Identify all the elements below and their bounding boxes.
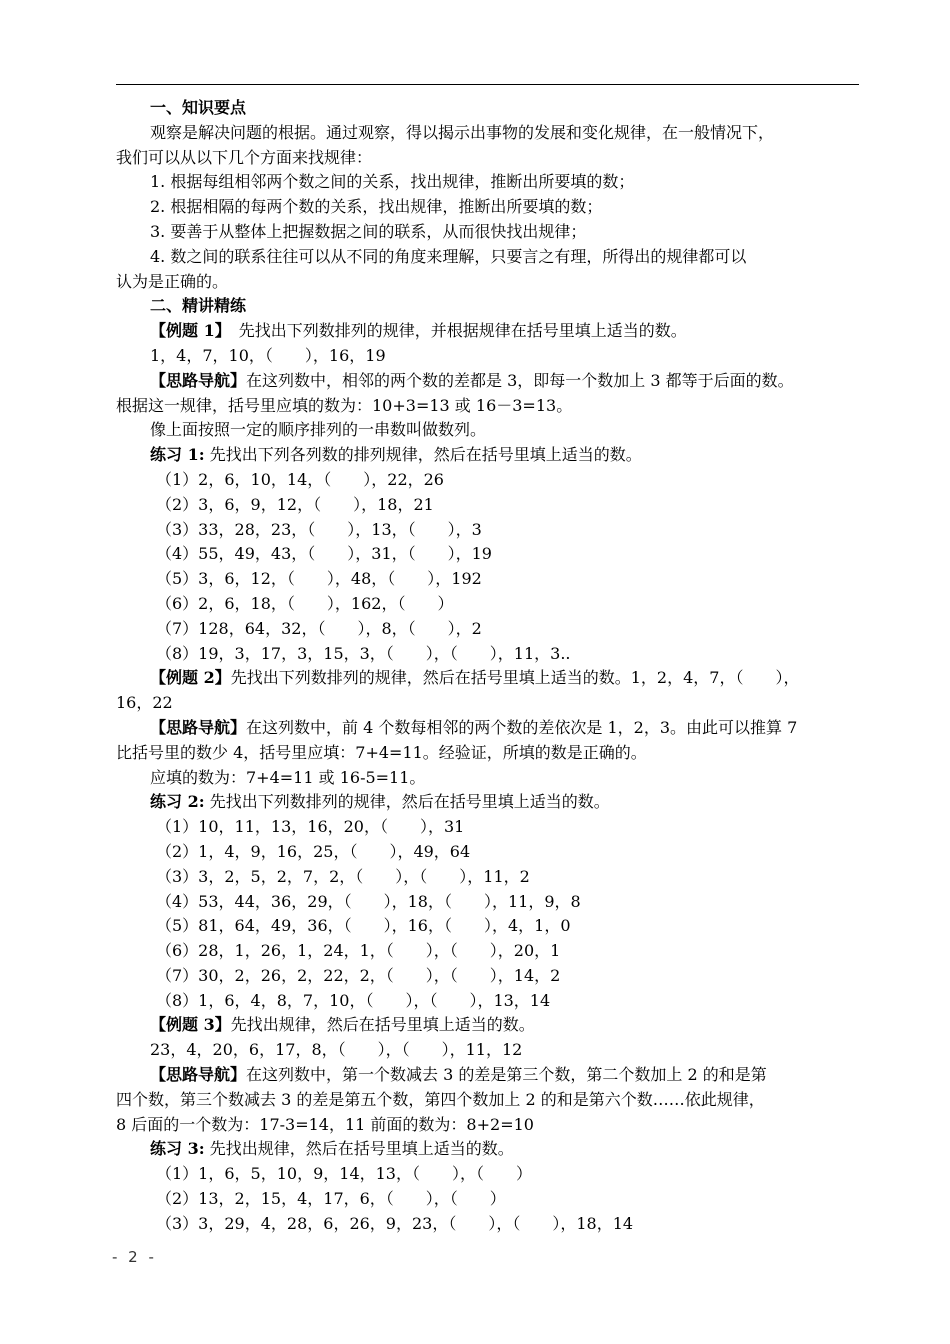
- practice-item: （2）3，6，9，12，（ ），18，21: [156, 494, 434, 514]
- practice-item: （8）1，6，4，8，7，10，（ ），（ ），13，14: [156, 990, 551, 1010]
- practice-item: （5）81，64，49，36，（ ），16，（ ），4，1，0: [156, 916, 571, 936]
- practice-label: 练习 1:: [150, 445, 205, 465]
- practice-item: （1）10，11，13，16，20，（ ），31: [156, 817, 465, 837]
- practice-item: （3）3，29，4，28，6，26，9，23，（ ），（ ），18，14: [156, 1213, 634, 1233]
- practice-item: （7）128，64，32，（ ），8，（ ），2: [156, 618, 482, 638]
- practice-2-heading: [116, 790, 862, 815]
- practice-1-heading: [116, 443, 862, 468]
- practice-item: （6）2，6，18，（ ），162，（ ）: [156, 593, 454, 613]
- practice-item: （2）1，4，9，16，25，（ ），49，64: [156, 841, 471, 861]
- example-text: 先找出下列数排列的规律，然后在括号里填上适当的数。1，2，4，7，（ ），: [230, 668, 800, 688]
- example-text: 先找出规律，然后在括号里填上适当的数。: [230, 1015, 535, 1035]
- example-3-sequence: 23，4，20，6，17，8，（ ），（ ），11，12: [150, 1040, 523, 1060]
- example-3-hint-continuation: 四个数，第三个数减去 3 的差是第五个数，第四个数加上 2 的和是第六个数……依此规律，: [116, 1089, 765, 1109]
- practice-item: （1）2，6，10，14，（ ），22，26: [156, 469, 444, 489]
- practice-label: 练习 2:: [150, 792, 205, 812]
- example-label: 【例题 2】: [150, 668, 231, 688]
- practice-item: （8）19，3，17，3，15，3，（ ），（ ），11，3..: [156, 643, 571, 663]
- practice-item: （3）33，28，23，（ ），13，（ ），3: [156, 519, 482, 539]
- example-1-heading: [116, 319, 862, 344]
- hint-label: 【思路导航】: [150, 717, 247, 737]
- practice-text: 先找出规律，然后在括号里填上适当的数。: [204, 1139, 514, 1159]
- practice-item: （1）1，6，5，10，9，14，13，（ ），（ ）: [156, 1164, 532, 1184]
- example-text: 先找出下列数排列的规律，并根据规律在括号里填上适当的数。: [222, 321, 687, 341]
- hint-label: 【思路导航】: [150, 1065, 247, 1085]
- practice-item: （7）30，2，26，2，22，2，（ ），（ ），14，2: [156, 965, 561, 985]
- example-3-hint-continuation: 8 后面的一个数为：17-3=14，11 前面的数为：8+2=10: [116, 1114, 534, 1134]
- hint-text: 在这列数中，第一个数减去 3 的差是第三个数，第二个数加上 2 的和是第: [246, 1065, 767, 1085]
- example-2-heading: [116, 666, 862, 691]
- hint-text: 在这列数中，相邻的两个数的差都是 3，即每一个数加上 3 都等于后面的数。: [246, 370, 794, 390]
- example-label: 【例题 1】: [150, 321, 223, 341]
- intro-item: 1. 根据每组相邻两个数之间的关系，找出规律，推断出所要填的数；: [150, 172, 635, 192]
- practice-item: （4）55，49，43，（ ），31，（ ），19: [156, 544, 492, 564]
- intro-paragraph-line: 我们可以从以下几个方面来找规律：: [116, 147, 373, 167]
- intro-item: 3. 要善于从整体上把握数据之间的联系，从而很快找出规律；: [150, 221, 587, 241]
- example-2-heading-continuation: 16，22: [116, 693, 173, 713]
- practice-item: （3）3，2，5，2，7，2，（ ），（ ），11，2: [156, 866, 530, 886]
- intro-item-continuation: 认为是正确的。: [116, 271, 229, 291]
- hint-text: 在这列数中，前 4 个数每相邻的两个数的差依次是 1，2，3。由此可以推算 7: [246, 717, 798, 737]
- example-2-hint-continuation: 比括号里的数少 4，括号里应填：7+4=11。经验证，所填的数是正确的。: [116, 742, 647, 762]
- practice-3-heading: [116, 1137, 862, 1162]
- practice-item: （5）3，6，12，（ ），48，（ ），192: [156, 569, 482, 589]
- page-content: [116, 96, 862, 1237]
- practice-text: 先找出下列各列数的排列规律，然后在括号里填上适当的数。: [204, 445, 642, 465]
- practice-label: 练习 3:: [150, 1139, 205, 1159]
- example-label: 【例题 3】: [150, 1015, 231, 1035]
- section-title-knowledge: 一、知识要点: [150, 98, 247, 117]
- intro-item: 4. 数之间的联系往往可以从不同的角度来理解，只要言之有理，所得出的规律都可以: [150, 246, 747, 266]
- practice-item: （4）53，44，36，29，（ ），18，（ ），11，9，8: [156, 891, 581, 911]
- example-3-heading: [116, 1013, 862, 1038]
- header-rule: [116, 84, 859, 85]
- sequence-definition: 像上面按照一定的顺序排列的一串数叫做数列。: [150, 420, 487, 440]
- practice-item: （2）13，2，15，4，17，6，（ ），（ ）: [156, 1189, 506, 1209]
- intro-paragraph-line: 观察是解决问题的根据。通过观察，得以揭示出事物的发展和变化规律，在一般情况下，: [150, 122, 775, 142]
- hint-label: 【思路导航】: [150, 370, 247, 390]
- example-2-hint: [116, 716, 862, 741]
- section-title-lecture: 二、精讲精练: [150, 296, 247, 316]
- practice-text: 先找出下列数排列的规律，然后在括号里填上适当的数。: [204, 792, 610, 812]
- page-number: - 2 -: [112, 1248, 157, 1266]
- example-1-hint-continuation: 根据这一规律，括号里应填的数为：10+3=13 或 16－3=13。: [116, 395, 573, 415]
- practice-item: （6）28，1，26，1，24，1，（ ），（ ），20，1: [156, 941, 561, 961]
- example-3-hint: [116, 1063, 862, 1088]
- intro-item: 2. 根据相隔的每两个数的关系，找出规律，推断出所要填的数；: [150, 197, 603, 217]
- example-1-sequence: 1，4，7，10，（ ），16，19: [150, 345, 386, 365]
- example-2-answer: 应填的数为：7+4=11 或 16-5=11。: [150, 767, 426, 787]
- example-1-hint: [116, 369, 862, 394]
